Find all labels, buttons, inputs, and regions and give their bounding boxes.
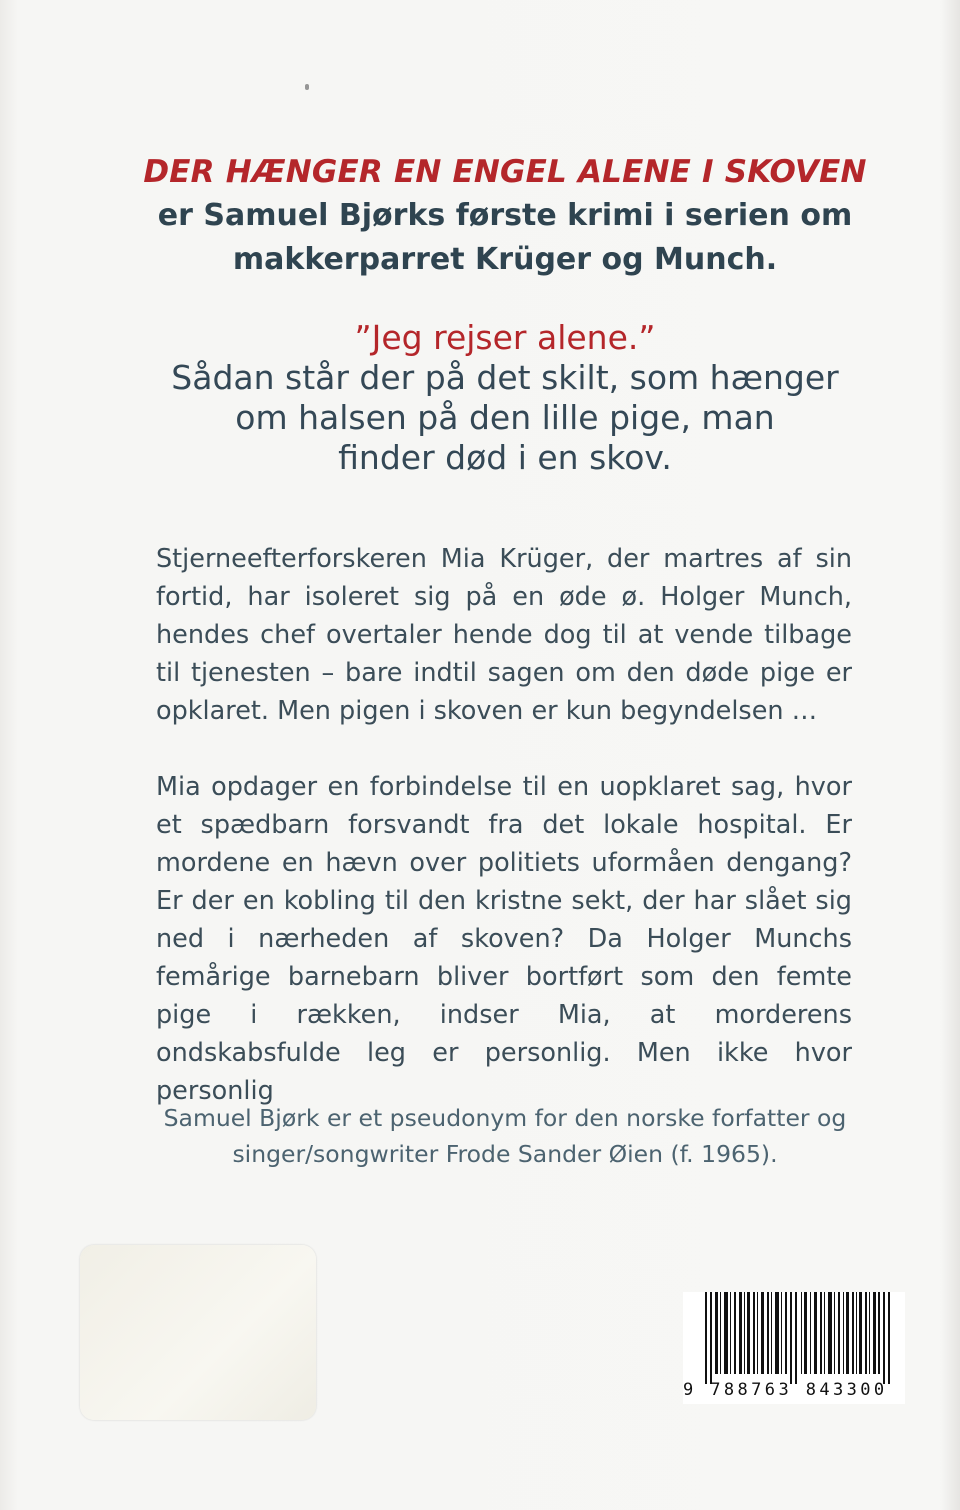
- isbn-barcode: [683, 1292, 905, 1404]
- quote-context-line-1: Sådan står der på det skilt, som hænger: [171, 358, 839, 397]
- series-subtitle-line-2: makkerparret Krüger og Munch.: [232, 242, 778, 277]
- headline-block: [120, 150, 890, 282]
- series-subtitle-line-1: er Samuel Bjørks første krimi i serien om: [157, 198, 853, 233]
- price-sticker-residue: [80, 1245, 316, 1420]
- quote-context-line-2: om halsen på den lille pige, man: [235, 398, 775, 437]
- quote-text: ”Jeg rejser alene.”: [354, 318, 656, 357]
- author-note: [140, 1100, 870, 1172]
- blurb-paragraph-1: Stjerneefterforskeren Mia Krüger, der martres af sin fortid, har isoleret sig på en øde ø. Holger Munch, hendes chef overtaler hende dog til at vende tilbage til tjenesten – bare indtil sagen om den døde pige er opklaret. Men pigen i skoven er kun begyndelsen …: [156, 544, 852, 726]
- print-speck: [305, 84, 309, 90]
- quote-context-line-3: finder død i en skov.: [338, 438, 672, 477]
- quote-block: [140, 318, 870, 478]
- isbn-digits: 9 788763 843300: [683, 1380, 888, 1400]
- author-note-line-2: singer/songwriter Frode Sander Øien (f. 1965).: [232, 1140, 778, 1168]
- book-title: DER HÆNGER EN ENGEL ALENE I SKOVEN: [143, 154, 867, 190]
- author-note-line-1: Samuel Bjørk er et pseudonym for den norske forfatter og: [163, 1104, 847, 1132]
- barcode-bars: [683, 1292, 905, 1384]
- blurb-paragraph-2: Mia opdager en forbindelse til en uopklaret sag, hvor et spædbarn forsvandt fra det lokale hospital. Er mordene en hævn over politiets uformåen dengang? Er der en kobling til den kristne sekt, der har slået sig ned i nærheden af skoven? Da Holger Munchs femårige barnebarn bliver bortført som den femte pige i rækken, indser Mia, at morderens ondskabsfulde leg er personlig. Men ikke hvor personlig: [156, 772, 852, 1106]
